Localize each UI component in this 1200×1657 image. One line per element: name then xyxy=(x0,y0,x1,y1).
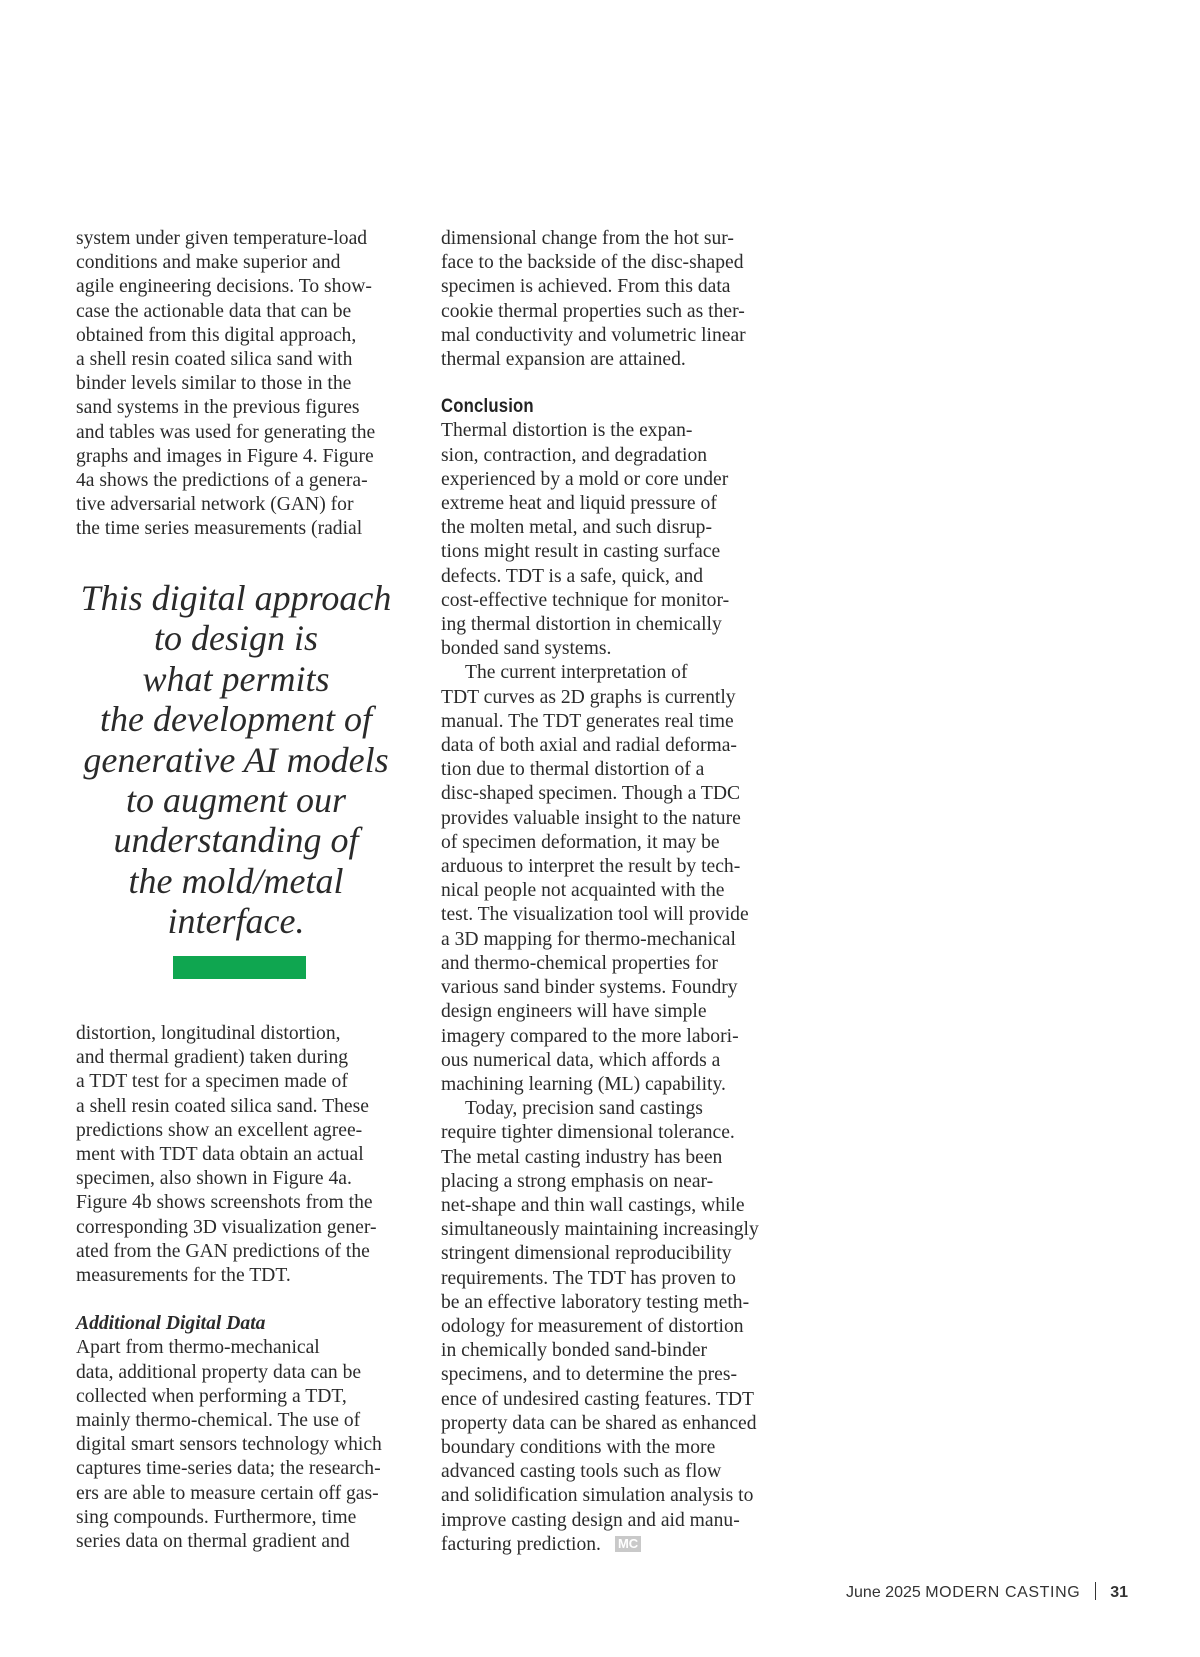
text-line: agile engineering decisions. To show- xyxy=(76,276,372,298)
text-line: obtained from this digital approach, xyxy=(76,324,357,346)
text-line: The current interpretation of xyxy=(465,662,688,684)
text-line: test. The visualization tool will provide xyxy=(441,904,749,926)
text-line: mainly thermo-chemical. The use of xyxy=(76,1410,361,1432)
text-line: advanced casting tools such as flow xyxy=(441,1461,722,1483)
text-line: tions might result in casting surface xyxy=(441,541,721,563)
text-line: defects. TDT is a safe, quick, and xyxy=(441,565,704,587)
text-line: a TDT test for a specimen made of xyxy=(76,1071,348,1093)
text-line: in chemically bonded sand-binder xyxy=(441,1340,708,1362)
text-line: generative AI models xyxy=(83,739,389,780)
text-line: extreme heat and liquid pressure of xyxy=(441,493,717,515)
text-line: arduous to interpret the result by tech- xyxy=(441,856,741,878)
text-line: and solidification simulation analysis to xyxy=(441,1485,754,1507)
body-paragraph xyxy=(441,227,771,372)
text-line: specimen, also shown in Figure 4a. xyxy=(76,1168,352,1190)
text-line: and thermo-chemical properties for xyxy=(441,952,718,974)
text-line: sion, contraction, and degradation xyxy=(441,444,708,466)
text-line: of specimen deformation, it may be xyxy=(441,831,720,853)
text-line: cookie thermal properties such as ther- xyxy=(441,300,745,322)
text-line: ence of undesired casting features. TDT xyxy=(441,1388,755,1410)
text-line: 4a shows the predictions of a genera- xyxy=(76,470,368,492)
text-line: cost-effective technique for monitor- xyxy=(441,589,730,611)
text-line: the development of xyxy=(100,699,372,740)
body-paragraph xyxy=(76,1336,396,1554)
text-line: tion due to thermal distortion of a xyxy=(441,759,705,781)
subheading-conclusion: Conclusion xyxy=(441,396,534,418)
text-line: corresponding 3D visualization gener- xyxy=(76,1216,377,1238)
text-line: graphs and images in Figure 4. Figure xyxy=(76,445,374,467)
text-line: requirements. The TDT has proven to xyxy=(441,1267,736,1289)
text-line: boundary conditions with the more xyxy=(441,1436,716,1458)
text-line: interface. xyxy=(167,901,305,942)
text-line: machining learning (ML) capability. xyxy=(441,1073,726,1095)
text-line: ers are able to measure certain off gas- xyxy=(76,1482,379,1504)
text-line: specimens, and to determine the pres- xyxy=(441,1364,737,1386)
body-paragraph xyxy=(441,1097,771,1557)
text-line: bonded sand systems. xyxy=(441,638,612,660)
text-line: be an effective laboratory testing meth- xyxy=(441,1291,750,1313)
text-line: facturing prediction. MC xyxy=(441,1533,771,1557)
text-line: the time series measurements (radial xyxy=(76,518,363,540)
text-line: manual. The TDT generates real time xyxy=(441,710,734,732)
text-line: and tables was used for generating the xyxy=(76,421,376,443)
text-line: a shell resin coated silica sand with xyxy=(76,349,353,371)
body-paragraph xyxy=(76,1022,396,1288)
text-line: net-shape and thin wall castings, while xyxy=(441,1194,745,1216)
text-line: face to the backside of the disc-shaped xyxy=(441,252,744,274)
text-line: collected when performing a TDT, xyxy=(76,1385,347,1407)
text-line: to augment our xyxy=(126,780,346,821)
body-paragraph xyxy=(441,419,771,661)
text-line: measurements for the TDT. xyxy=(76,1265,291,1287)
publication-name: MODERN CASTING xyxy=(925,1584,1081,1601)
text-line: tive adversarial network (GAN) for xyxy=(76,494,354,516)
issue-date: June 2025 xyxy=(846,1584,921,1601)
text-line: the mold/metal xyxy=(128,860,344,901)
text-line: binder levels similar to those in the xyxy=(76,373,352,395)
pull-quote-accent-bar xyxy=(173,956,306,979)
text-line: odology for measurement of distortion xyxy=(441,1315,744,1337)
text-line: and thermal gradient) taken during xyxy=(76,1047,349,1069)
article-column-left-top xyxy=(76,227,396,542)
text-line: mal conductivity and volumetric linear xyxy=(441,324,746,346)
body-paragraph xyxy=(76,227,396,542)
text-line: stringent dimensional reproducibility xyxy=(441,1243,732,1265)
subheading-additional-digital-data: Additional Digital Data xyxy=(76,1313,266,1335)
text-line: Thermal distortion is the expan- xyxy=(441,420,693,442)
text-line: disc-shaped specimen. Though a TDC xyxy=(441,783,741,805)
text-line: ment with TDT data obtain an actual xyxy=(76,1144,364,1166)
text-line: ing thermal distortion in chemically xyxy=(441,614,722,636)
text-line: sing compounds. Furthermore, time xyxy=(76,1506,357,1528)
text-line: design engineers will have simple xyxy=(441,1001,707,1023)
text-line: the molten metal, and such disrup- xyxy=(441,517,712,539)
pull-quote xyxy=(76,578,396,942)
text-line: property data can be shared as enhanced xyxy=(441,1412,757,1434)
text-line: thermal expansion are attained. xyxy=(441,349,686,371)
text-line: Today, precision sand castings xyxy=(465,1098,703,1120)
text-line: series data on thermal gradient and xyxy=(76,1531,350,1553)
page-footer xyxy=(846,1582,1128,1602)
text-line: Figure 4b shows screenshots from the xyxy=(76,1192,373,1214)
text-line: a 3D mapping for thermo-mechanical xyxy=(441,928,736,950)
end-mark-icon: MC xyxy=(615,1536,641,1552)
text-line: data, additional property data can be xyxy=(76,1361,362,1383)
text-line: ated from the GAN predictions of the xyxy=(76,1240,370,1262)
text-line: data of both axial and radial deforma- xyxy=(441,735,737,757)
text-line: specimen is achieved. From this data xyxy=(441,276,731,298)
article-column-right xyxy=(441,227,771,1557)
text-line: dimensional change from the hot sur- xyxy=(441,228,734,249)
text-line: case the actionable data that can be xyxy=(76,300,352,322)
footer-divider xyxy=(1095,1582,1096,1600)
text-line: understanding of xyxy=(113,820,359,861)
text-line: ous numerical data, which affords a xyxy=(441,1049,721,1071)
page-number: 31 xyxy=(1110,1584,1128,1601)
text-line: various sand binder systems. Foundry xyxy=(441,977,738,999)
text-line: The metal casting industry has been xyxy=(441,1146,723,1168)
text-line: This digital approach xyxy=(80,578,392,618)
text-line: imagery compared to the more labori- xyxy=(441,1025,739,1047)
text-line: system under given temperature-load xyxy=(76,228,368,249)
text-line: simultaneously maintaining increasingly xyxy=(441,1219,759,1241)
text-line: nical people not acquainted with the xyxy=(441,880,725,902)
text-line: a shell resin coated silica sand. These xyxy=(76,1095,369,1117)
text-line: digital smart sensors technology which xyxy=(76,1434,382,1456)
text-line: to design is xyxy=(153,618,318,659)
text-line: experienced by a mold or core under xyxy=(441,468,729,490)
text-line: sand systems in the previous figures xyxy=(76,397,360,419)
text-line: placing a strong emphasis on near- xyxy=(441,1170,714,1192)
text-line: captures time-series data; the research- xyxy=(76,1458,381,1480)
text-line: conditions and make superior and xyxy=(76,252,341,274)
text-line: what permits xyxy=(142,658,330,699)
text-line: improve casting design and aid manu- xyxy=(441,1509,740,1531)
text-line: Apart from thermo-mechanical xyxy=(76,1337,320,1359)
text-line: predictions show an excellent agree- xyxy=(76,1119,363,1141)
text-line: distortion, longitudinal distortion, xyxy=(76,1023,341,1044)
text-line: TDT curves as 2D graphs is currently xyxy=(441,686,736,708)
article-column-left-bottom xyxy=(76,1022,396,1554)
body-paragraph xyxy=(441,661,771,1097)
text-line: require tighter dimensional tolerance. xyxy=(441,1122,735,1144)
text-line: provides valuable insight to the nature xyxy=(441,807,741,829)
